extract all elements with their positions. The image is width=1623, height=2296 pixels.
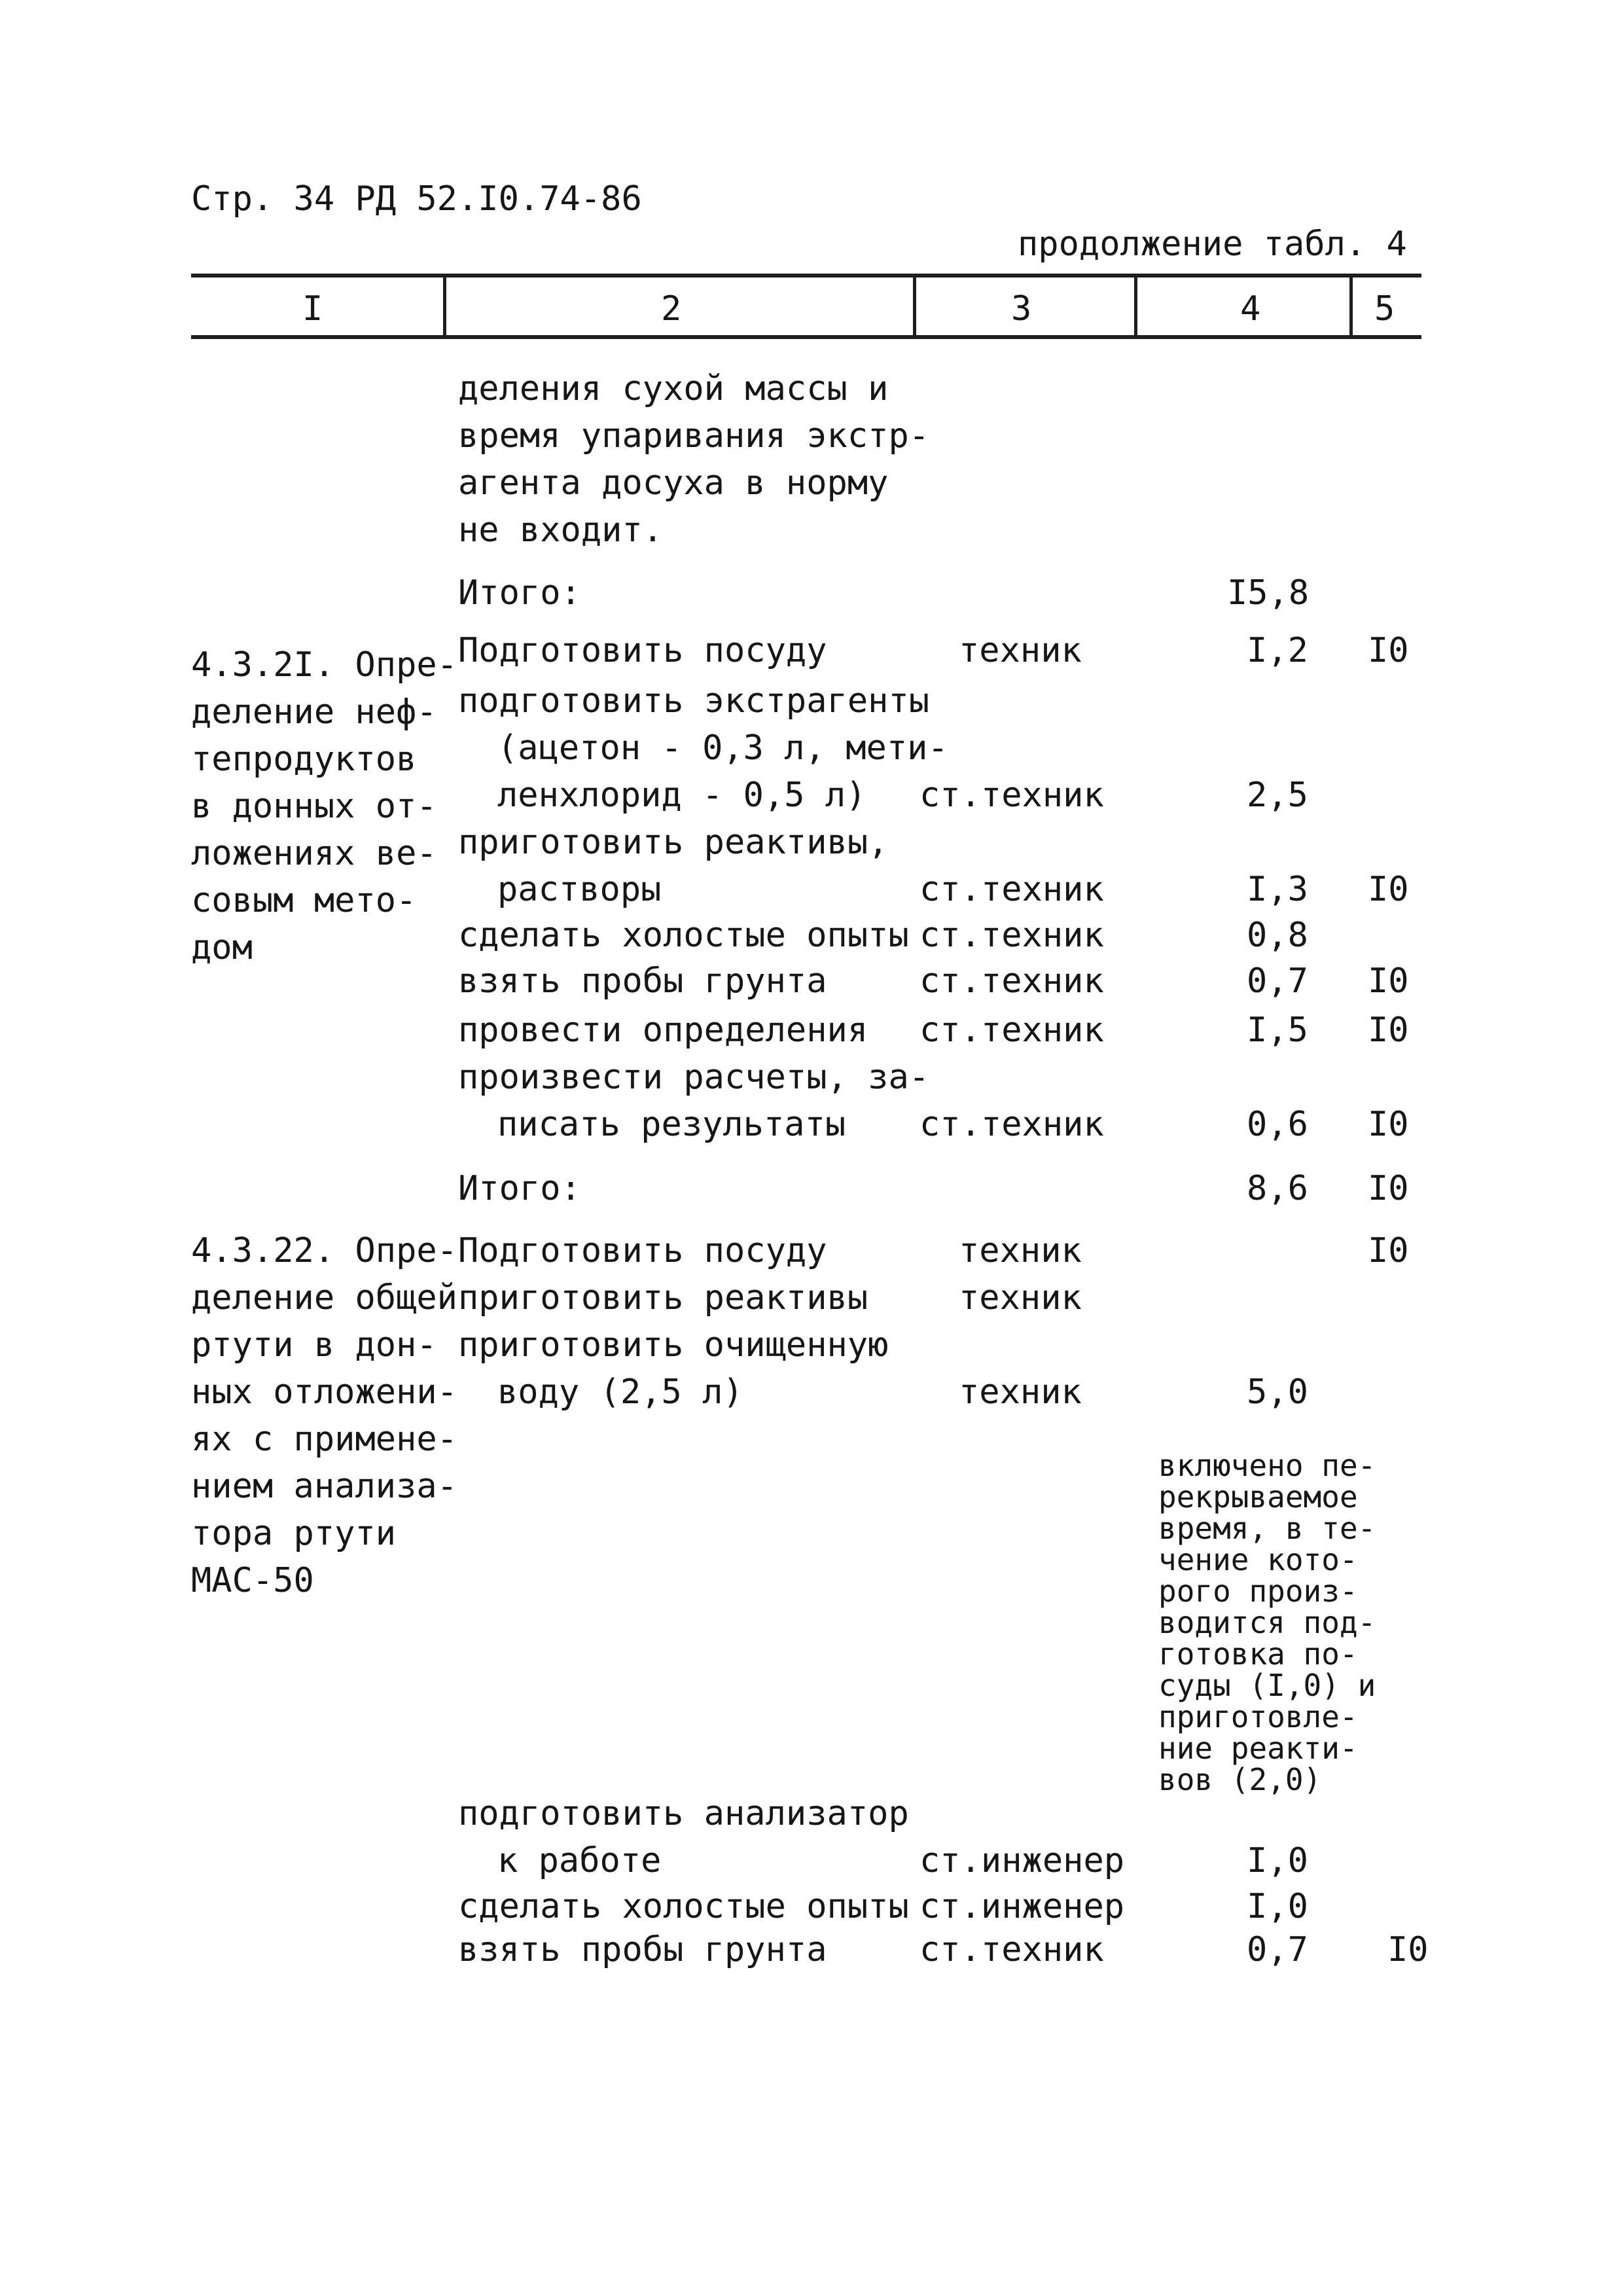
task-description: ленхлорид - 0,5 л): [497, 776, 866, 815]
total-col5-value: I0: [1368, 1169, 1409, 1208]
total-label: Итого:: [458, 573, 581, 613]
task-description: сделать холостые опыты: [458, 1887, 909, 1926]
total-label: Итого:: [458, 1169, 581, 1208]
time-norm: 5,0: [1247, 1372, 1308, 1412]
col5-value: I0: [1368, 961, 1409, 1001]
column-header-4: 4: [1240, 289, 1261, 329]
column-header-1: I: [302, 289, 323, 329]
task-description: Подготовить посуду: [458, 1231, 827, 1270]
section-title-line: деление неф-: [191, 692, 437, 732]
performer: ст.техник: [919, 776, 1104, 815]
task-description: растворы: [497, 870, 662, 909]
task-description: приготовить реактивы: [458, 1278, 868, 1318]
section-title-line: совым мето-: [191, 881, 417, 920]
performer: ст.техник: [919, 916, 1104, 955]
column-separator: [443, 276, 446, 335]
performer: ст.техник: [919, 1105, 1104, 1144]
task-description: провести определения: [458, 1011, 868, 1050]
time-norm: 0,6: [1247, 1105, 1308, 1144]
task-description: подготовить анализатор: [458, 1794, 909, 1833]
task-description: к работе: [497, 1841, 662, 1880]
task-description: воду (2,5 л): [497, 1372, 743, 1412]
col5-value: I0: [1368, 1011, 1409, 1050]
page-reference: Стр. 34 РД 52.I0.74-86: [191, 179, 642, 219]
time-norm: 0,7: [1247, 961, 1308, 1001]
time-norm: I,3: [1247, 870, 1308, 909]
table-top-rule: [191, 274, 1421, 278]
time-norm: 0,7: [1247, 1930, 1308, 1969]
time-norm: I,0: [1247, 1841, 1308, 1880]
section-title-line: тепродуктов: [191, 740, 417, 779]
performer: техник: [959, 631, 1082, 670]
section-title-line: ях с примене-: [191, 1420, 457, 1459]
col5-value: I0: [1368, 631, 1409, 670]
col5-value: I0: [1368, 870, 1409, 909]
task-description: произвести расчеты, за-: [458, 1058, 930, 1097]
task-description: сделать холостые опыты: [458, 916, 909, 955]
continued-text-line: не входит.: [458, 511, 664, 550]
section-title-line: 4.3.2I. Опре-: [191, 645, 457, 685]
performer: ст.инженер: [919, 1841, 1125, 1880]
col5-value: I0: [1368, 1231, 1409, 1270]
time-note: включено пе- рекрываемое время, в те- чение кото- рого произ- водится под- готовка по- суды (I,0) и приготовле- ние реакти- вов (2,0): [1158, 1448, 1376, 1797]
performer: ст.техник: [919, 961, 1104, 1001]
total-value: 8,6: [1247, 1169, 1308, 1208]
performer: техник: [959, 1278, 1082, 1318]
section-title-line: ных отложени-: [191, 1372, 457, 1412]
column-separator: [1349, 276, 1353, 335]
section-title-line: в донных от-: [191, 787, 437, 826]
col5-value: I0: [1387, 1930, 1429, 1969]
section-title-line: нием анализа-: [191, 1467, 457, 1506]
performer: техник: [959, 1231, 1082, 1270]
section-title-line: деление общей: [191, 1278, 457, 1318]
task-description: Подготовить посуду: [458, 631, 827, 670]
time-norm: I,5: [1247, 1011, 1308, 1050]
section-title-line: тора ртути: [191, 1514, 397, 1553]
time-norm: I,0: [1247, 1887, 1308, 1926]
section-title-line: МАС-50: [191, 1561, 314, 1600]
task-description: взять пробы грунта: [458, 961, 827, 1001]
time-norm: I,2: [1247, 631, 1308, 670]
column-separator: [913, 276, 916, 335]
continued-text-line: агента досуха в норму: [458, 463, 889, 503]
column-header-5: 5: [1374, 289, 1395, 329]
table-continuation-label: продолжение табл. 4: [1018, 224, 1407, 264]
continued-text-line: деления сухой массы и: [458, 369, 889, 408]
performer: ст.техник: [919, 870, 1104, 909]
section-title-line: ложениях ве-: [191, 834, 437, 873]
table-header-bottom-rule: [191, 335, 1421, 339]
section-title-line: ртути в дон-: [191, 1325, 437, 1365]
task-description: (ацетон - 0,3 л, мети-: [497, 728, 948, 768]
task-description: приготовить реактивы,: [458, 823, 889, 862]
task-description: подготовить экстрагенты: [458, 681, 930, 721]
task-description: взять пробы грунта: [458, 1930, 827, 1969]
section-title-line: 4.3.22. Опре-: [191, 1231, 457, 1270]
performer: ст.техник: [919, 1930, 1104, 1969]
section-title-line: дом: [191, 928, 253, 967]
continued-text-line: время упаривания экстр-: [458, 416, 930, 456]
column-header-2: 2: [661, 289, 682, 329]
col5-value: I0: [1368, 1105, 1409, 1144]
task-description: писать результаты: [497, 1105, 846, 1144]
performer: ст.техник: [919, 1011, 1104, 1050]
column-header-3: 3: [1011, 289, 1032, 329]
task-description: приготовить очищенную: [458, 1325, 889, 1365]
performer: ст.инженер: [919, 1887, 1125, 1926]
column-separator: [1134, 276, 1137, 335]
performer: техник: [959, 1372, 1082, 1412]
time-norm: 0,8: [1247, 916, 1308, 955]
time-norm: 2,5: [1247, 776, 1308, 815]
total-value: I5,8: [1227, 573, 1310, 613]
